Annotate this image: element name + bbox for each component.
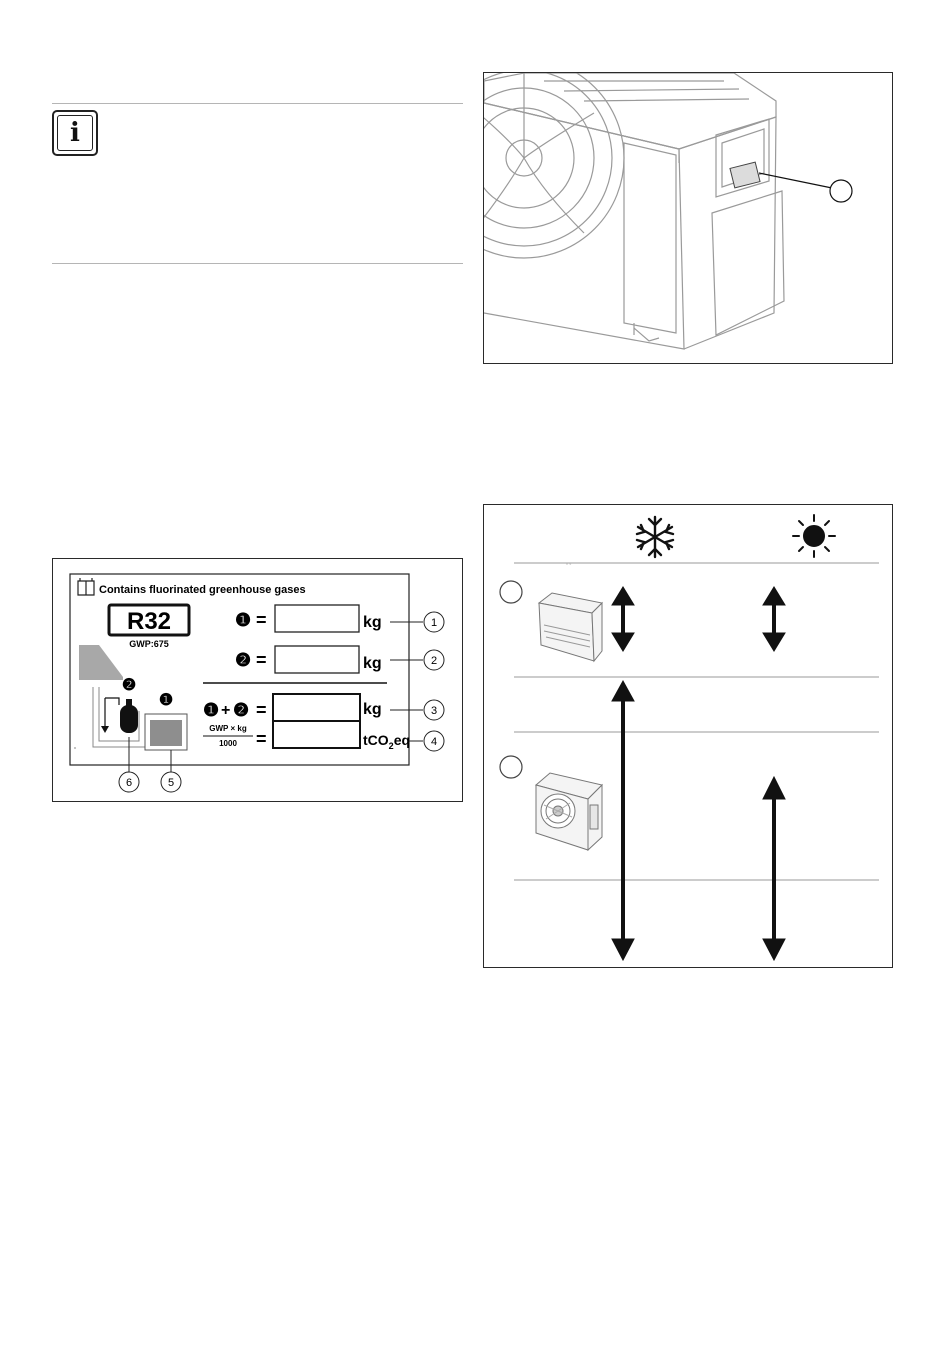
snowflake-icon — [637, 517, 673, 557]
outdoor-unit-drawing — [484, 73, 893, 364]
total-charge-field — [273, 694, 360, 721]
factory-charge-field — [275, 605, 359, 632]
formula-numerator: GWP × kg — [209, 724, 247, 733]
equals-3: = — [256, 700, 267, 720]
cooling-indoor-range-arrow — [612, 587, 634, 651]
callout-1: 1 — [430, 617, 438, 629]
outdoor-unit-icon — [536, 773, 602, 850]
callout-5: 5 — [167, 777, 175, 789]
info-top-rule — [52, 103, 463, 104]
unit-kg-3: kg — [363, 701, 382, 718]
callout-3: 3 — [430, 705, 438, 717]
label-header: Contains fluorinated greenhouse gases — [99, 584, 306, 596]
unit-kg-2: kg — [363, 655, 382, 672]
sum-marker-1: ❶ — [203, 700, 220, 720]
indoor-unit-icon — [539, 593, 602, 661]
callout-4: 4 — [430, 736, 438, 748]
heating-outdoor-range-arrow — [763, 777, 785, 960]
callout-6: 6 — [125, 777, 133, 789]
equals-2: = — [256, 650, 267, 670]
operating-range-drawing — [484, 505, 894, 969]
info-bottom-rule — [52, 263, 463, 264]
refrigerant-type: R32 — [126, 608, 172, 635]
unit-marker: ❶ — [158, 692, 174, 709]
sun-icon — [793, 515, 835, 557]
charge1-marker: ❶ — [235, 610, 252, 630]
outdoor-unit-figure — [483, 72, 893, 364]
heating-indoor-range-arrow — [763, 587, 785, 651]
charge2-marker: ❷ — [235, 650, 252, 670]
unit-co2: tCO$_2$eq — [363, 732, 411, 751]
plus-sign: + — [221, 702, 231, 719]
sum-marker-2: ❷ — [233, 700, 250, 720]
co2-equivalent-field — [273, 721, 360, 748]
callout-2: 2 — [430, 655, 438, 667]
unit-box-icon — [150, 720, 182, 746]
info-icon: i — [52, 110, 98, 156]
unit-kg-1: kg — [363, 614, 382, 631]
cylinder-marker: ❷ — [121, 677, 137, 694]
refrigerant-label-figure — [52, 558, 463, 802]
equals-4: = — [256, 729, 267, 749]
formula-denominator: 1000 — [219, 739, 237, 748]
gwp-value: GWP:675 — [129, 639, 169, 649]
dot-mark: ° ° — [566, 563, 572, 569]
gas-cylinder-icon — [120, 705, 138, 733]
refrigerant-label-drawing — [53, 559, 464, 803]
operating-range-figure — [483, 504, 893, 968]
cooling-outdoor-range-arrow — [612, 681, 634, 960]
additional-charge-field — [275, 646, 359, 673]
equals-1: = — [256, 610, 267, 630]
